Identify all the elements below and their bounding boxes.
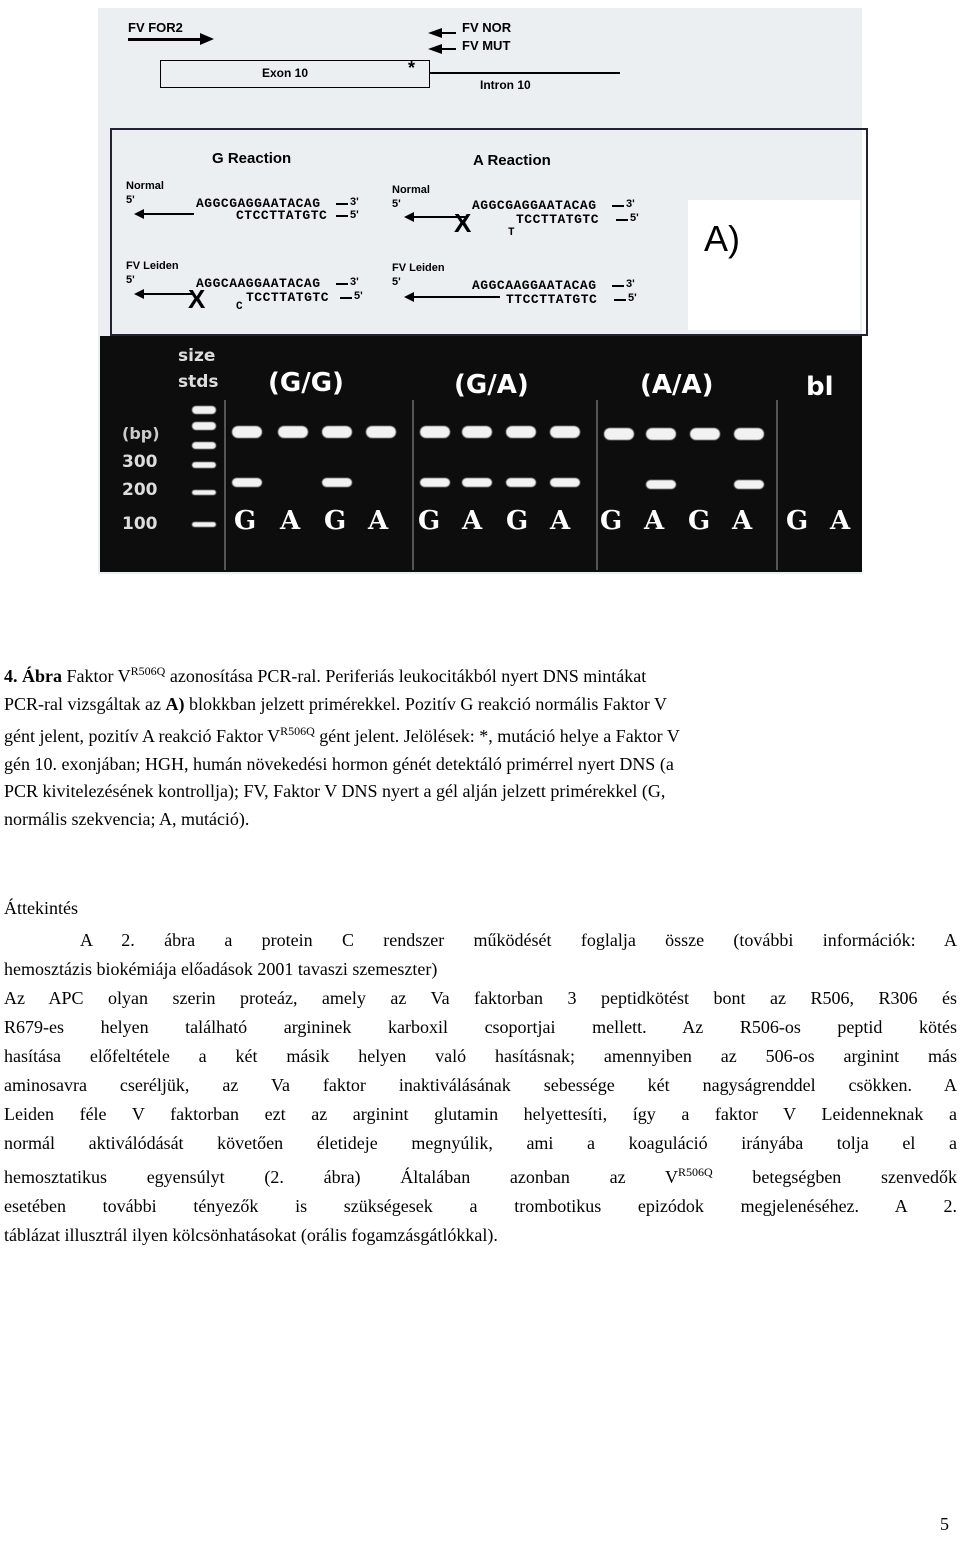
caption-text: Faktor V [62,666,131,686]
paragraph-line: Az APC olyan szerin proteáz, amely az Va faktorban 3 peptidkötést bont az R506, R306 és [4,988,957,1008]
lane-separator [224,400,226,570]
hgh-band [734,428,764,440]
strand-line [336,215,348,217]
lane-separator [596,400,598,570]
lane-label: A [732,506,753,536]
normal-label: Normal [392,184,430,196]
strand-line [614,299,626,301]
section-heading: Áttekintés [4,898,78,918]
caption-label: 4. Ábra [4,666,62,686]
paragraph-text: betegségben szenvedők [712,1167,957,1187]
fv-band [506,478,536,487]
group-bl-label: bl [806,372,834,402]
arrow-left-icon [404,292,414,302]
mismatch-x-icon: X [188,284,206,314]
lane-separator [776,400,778,570]
lane-label: G [234,506,257,536]
fv-band [734,480,764,489]
arrow-left-icon [404,212,414,222]
five-prime-label: 5' [354,290,363,302]
paragraph-line: táblázat illusztrál ilyen kölcsönhatásokat (orális fogamzásgátlókkal). [4,1225,498,1245]
superscript: R506Q [130,664,166,678]
hgh-band [322,426,352,438]
ladder-band [192,442,216,449]
caption-text: gént jelent. Jelölések: *, mutáció helye a Faktor V [314,726,680,746]
fv-label: FV [878,470,908,494]
primer-nor-label: FV NOR [462,20,512,35]
g-leiden-extra-base: C [236,301,244,313]
five-prime-label: 5' [630,212,639,224]
ladder-band [192,522,216,527]
ladder-200: 200 [122,480,158,500]
fv-band [646,480,676,489]
primer-arrow [412,296,500,298]
fv-band [462,478,492,487]
lane-label: G [418,506,441,536]
paragraph-line: esetében további tényezők is szükségesek a trombotikus epizódok megjelenéséhez. A 2. [4,1196,957,1216]
hgh-band [604,428,634,440]
strand-line [616,219,628,221]
page-number: 5 [940,1514,949,1534]
a-leiden-bottom-seq: TTCCTTATGTC [506,292,598,307]
hgh-band [506,426,536,438]
hgh-band [366,426,396,438]
five-prime-label: 5' [392,198,401,210]
lane-label: A [644,506,665,536]
paragraph-line: hemosztázis biokémiája előadások 2001 tavaszi szemeszter) [4,959,438,979]
caption-line: PCR kivitelezésének kontrollja); FV, Faktor V DNS nyert a gél alján jelzett primérekkel (G, [4,781,666,801]
a-normal-bottom-seq: TCCTTATGTC [516,212,600,227]
lane-label: A [368,506,389,536]
lane-label: G [600,506,623,536]
three-prime-label: 3' [626,198,635,210]
caption-line [4,718,954,751]
group-gg-label: (G/G) [268,368,344,398]
hgh-band [420,426,450,438]
lane-separator [412,400,414,570]
paragraph-line: hasítása előfeltétele a két másik helyen való hasításnak; amennyiben az 506-os arginint más [4,1046,957,1066]
three-prime-label: 3' [350,196,359,208]
caption-text: PCR-ral vizsgáltak az [4,693,166,714]
caption-bold: A) [165,693,185,714]
group-aa-label: (A/A) [640,370,714,400]
hgh-band [646,428,676,440]
paragraph-line: Leiden féle V faktorban ezt az arginint glutamin helyettesíti, így a faktor V Leidenneknak a [4,1104,957,1124]
ladder-300: 300 [122,452,158,472]
a-normal-extra-base: T [508,227,516,239]
a-leiden-top-seq: AGGCAAGGAATACAG [472,278,597,293]
three-prime-label: 3' [350,276,359,288]
primer-arrow [142,293,192,295]
caption-line: gén 10. exonjában; HGH, humán növekedési hormon génét detektáló primérrel nyert DNS (a [4,753,674,774]
lane-label: A [830,506,851,536]
strand-line [336,203,348,205]
hgh-band [690,428,720,440]
ladder-band [192,462,216,468]
g-leiden-bottom-seq: TCCTTATGTC [246,290,330,305]
arrow-left-icon [428,28,442,38]
arrow-left-icon [428,44,442,54]
hgh-band [232,426,262,438]
paragraph-line: R679-es helyen található argininek karboxil csoportjai mellett. Az R506-os peptid kötés [4,1017,957,1037]
paragraph-line: aminosavra cseréljük, az Va faktor inaktiválásának sebessége két nagyságrenddel csökken. A [4,1075,957,1095]
five-prime-label: 5' [392,276,401,288]
ladder-band [192,422,216,430]
mutation-mark: * [408,58,416,78]
ladder-band [192,490,216,495]
paragraph-line: normál aktiválódását követően életideje megnyúlik, ami a koaguláció irányába tolja el a [4,1133,957,1153]
ladder-band [192,406,216,414]
caption-text: azonosítása PCR-ral. Periferiás leukocitákból nyert DNS mintákat [165,666,647,686]
lane-label: A [462,506,483,536]
lane-label: A [280,506,301,536]
g-normal-top-seq: AGGCGAGGAATACAG [196,196,321,211]
arrow-right-icon [200,33,214,45]
caption-line [4,691,954,719]
stds-label: stds [178,372,219,392]
normal-label: Normal [126,180,164,192]
lane-label: G [688,506,711,536]
superscript: R506Q [280,724,315,738]
five-prime-label: 5' [350,209,359,221]
hgh-band [278,426,308,438]
lane-label: G [786,506,809,536]
intron-label: Intron 10 [480,78,531,92]
fv-band [550,478,580,487]
hgh-band [462,426,492,438]
arrow-left-icon [134,209,144,219]
fv-band [322,478,352,487]
group-ga-label: (G/A) [454,370,529,400]
primer-mut-label: FV MUT [462,38,511,53]
panel-label-a: A) [704,218,740,259]
primer-arrow [142,213,194,215]
hgh-band [550,426,580,438]
paragraph-text: hemosztatikus egyensúlyt (2. ábra) Általában azonban az V [4,1167,678,1187]
strand-line [340,297,352,299]
figure-caption [4,658,954,833]
g-leiden-top-seq: AGGCAAGGAATACAG [196,276,321,291]
fv-leiden-label: FV Leiden [126,260,179,272]
strand-line [336,283,348,285]
caption-text: gént jelent, pozitív A reakció Faktor V [4,726,281,746]
paragraph-1 [4,926,957,984]
fv-leiden-label: FV Leiden [392,262,445,274]
ladder-100: 100 [122,514,158,534]
arrow-left-icon [134,289,144,299]
primer-mut-arrow [442,48,456,50]
primer-for-arrow [128,38,208,41]
paragraph-2 [4,984,957,1250]
strand-line [612,205,624,207]
strand-line [612,285,624,287]
mismatch-x-icon: X [454,208,472,238]
fv-band [420,478,450,487]
bp-label: (bp) [122,424,160,443]
a-normal-top-seq: AGGCGAGGAATACAG [472,198,597,213]
paragraph-line: A 2. ábra a protein C rendszer működését foglalja össze (további információk: A [80,930,957,950]
caption-line: normális szekvencia; A, mutáció). [4,808,250,829]
size-label: size [178,346,216,366]
caption-line [4,658,954,691]
fv-band [232,478,262,487]
primer-for-label: FV FOR2 [128,20,183,35]
lane-label: A [550,506,571,536]
three-prime-label: 3' [626,278,635,290]
a-reaction-title: A Reaction [473,152,551,169]
g-reaction-title: G Reaction [212,150,292,167]
lane-label: G [324,506,347,536]
exon-label: Exon 10 [262,66,309,80]
paragraph-line [4,1158,957,1192]
five-prime-label: 5' [126,194,135,206]
hgh-label: HGH [876,422,926,446]
primer-nor-arrow [442,32,456,34]
caption-text: blokkban jelzett primérekkel. Pozitív G reakció normális Faktor V [184,693,668,714]
superscript: R506Q [677,1165,713,1179]
g-normal-bottom-seq: CTCCTTATGTC [236,208,328,223]
intron-line [430,72,620,74]
five-prime-label: 5' [628,292,637,304]
five-prime-label: 5' [126,274,135,286]
lane-label: G [506,506,529,536]
